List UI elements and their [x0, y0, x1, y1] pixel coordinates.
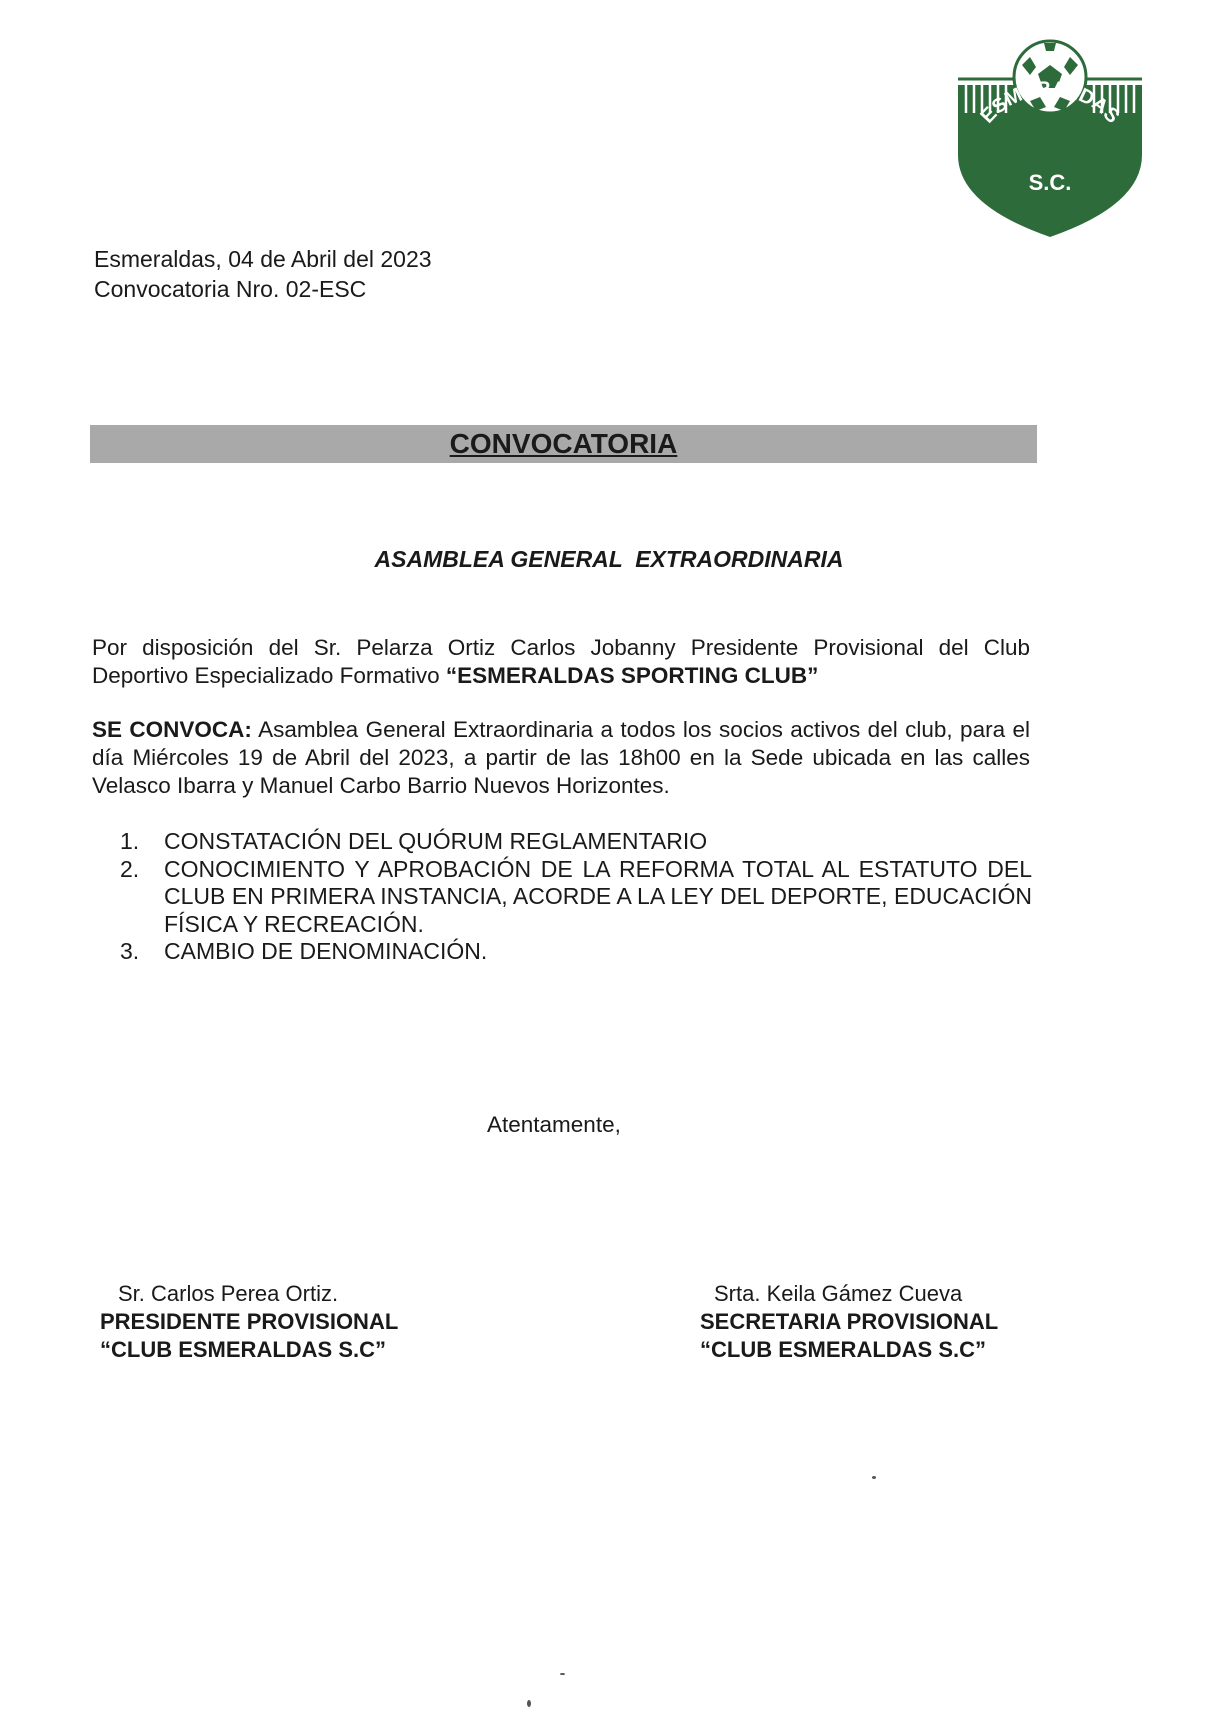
- closing-text: Atentamente,: [487, 1112, 621, 1137]
- assembly-subtitle: ASAMBLEA GENERAL EXTRAORDINARIA: [374, 546, 844, 572]
- crest-sub-text: S.C.: [1028, 170, 1072, 195]
- signatory-role: PRESIDENTE PROVISIONAL: [100, 1309, 399, 1334]
- club-name: “ESMERALDAS SPORTING CLUB”: [445, 663, 819, 688]
- intro-text: Por disposición del Sr. Pelarza Ortiz Carlos Jobanny Presidente Provisional del Club Deportivo Especializado Formativo: [92, 635, 1030, 688]
- convocatoria-number: Convocatoria Nro. 02-ESC: [94, 276, 367, 302]
- banner-title: CONVOCATORIA: [449, 428, 678, 459]
- scan-speck: [527, 1700, 531, 1707]
- scan-speck: [560, 1673, 565, 1675]
- agenda-item: [120, 828, 1032, 856]
- convoca-label: SE CONVOCA:: [92, 717, 252, 742]
- agenda-item-number: 1.: [120, 828, 140, 854]
- agenda-item-number: 2.: [120, 855, 140, 882]
- signatory-name: Sr. Carlos Perea Ortiz.: [118, 1281, 339, 1306]
- signatory-org: “CLUB ESMERALDAS S.C”: [100, 1337, 387, 1362]
- agenda-item: [120, 938, 1032, 966]
- agenda-item-number: 3.: [120, 938, 140, 964]
- signature-block-president: [100, 1280, 398, 1364]
- signatory-org: “CLUB ESMERALDAS S.C”: [700, 1337, 987, 1362]
- signatory-name: Srta. Keila Gámez Cueva: [714, 1281, 963, 1306]
- agenda-list: [120, 828, 1032, 966]
- convoca-paragraph: [92, 716, 1030, 800]
- club-crest-logo: [950, 35, 1150, 240]
- scan-speck: [872, 1476, 876, 1479]
- header-block: [94, 244, 432, 304]
- agenda-item-text: CONSTATACIÓN DEL QUÓRUM REGLAMENTARIO: [164, 828, 708, 854]
- signature-block-secretary: [700, 1280, 998, 1364]
- crest-arc-text: ESMERALDAS: [976, 77, 1124, 128]
- convoca-text: Asamblea General Extraordinaria a todos los socios activos del club, para el día Miércoles 19 de Abril del 2023, a partir de las 18h00 en la Sede ubicada en las calles Velasco Ibarra y Manuel Carbo Barrio Nuevos Horizontes.: [92, 717, 1031, 798]
- date-line: Esmeraldas, 04 de Abril del 2023: [94, 246, 432, 272]
- agenda-item: [120, 856, 1032, 939]
- signatory-role: SECRETARIA PROVISIONAL: [700, 1309, 999, 1334]
- intro-paragraph: [92, 634, 1030, 690]
- title-banner: [90, 425, 1037, 463]
- agenda-item-text: CAMBIO DE DENOMINACIÓN.: [164, 938, 488, 964]
- agenda-item-text: CONOCIMIENTO Y APROBACIÓN DE LA REFORMA TOTAL AL ESTATUTO DEL CLUB EN PRIMERA INSTANCIA, ACORDE A LA LEY DEL DEPORTE, EDUCACIÓN FÍSICA Y RECREACIÓN.: [164, 855, 1032, 937]
